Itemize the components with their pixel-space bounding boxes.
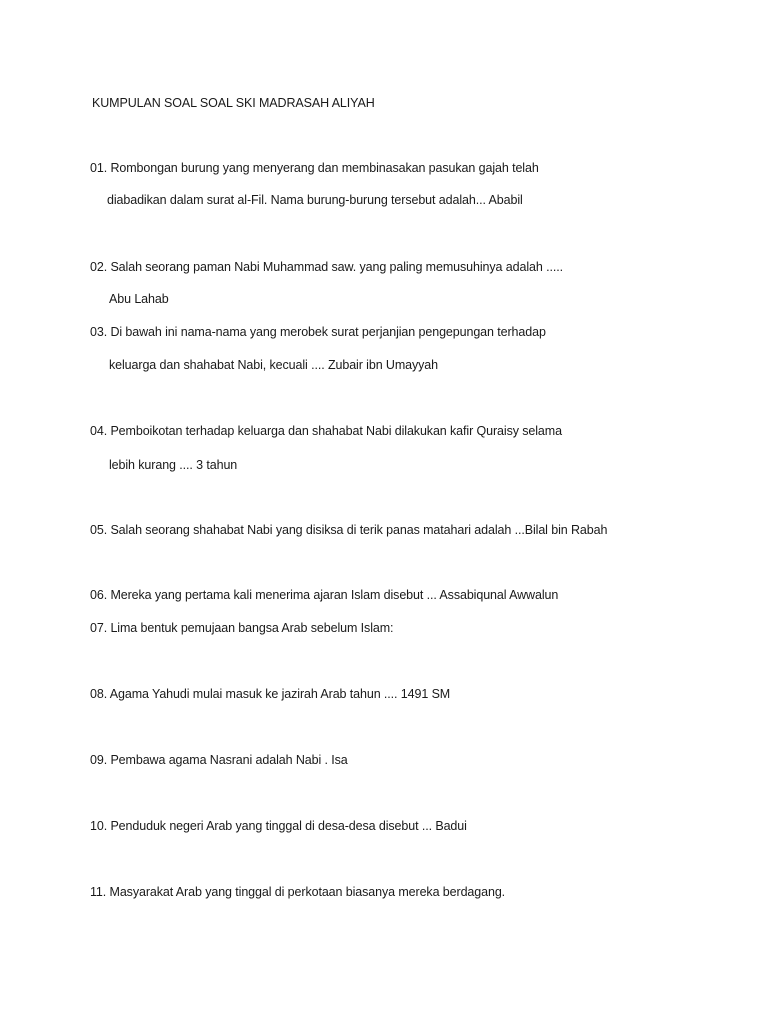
question-01-line1: 01. Rombongan burung yang menyerang dan membinasakan pasukan gajah telah — [90, 161, 539, 175]
question-09-line1: 09. Pembawa agama Nasrani adalah Nabi . Isa — [90, 753, 348, 767]
question-10-line1: 10. Penduduk negeri Arab yang tinggal di desa-desa disebut ... Badui — [90, 819, 467, 833]
question-06-line1: 06. Mereka yang pertama kali menerima ajaran Islam disebut ... Assabiqunal Awwalun — [90, 588, 559, 602]
question-05-line1: 05. Salah seorang shahabat Nabi yang disiksa di terik panas matahari adalah ...Bilal bin Rabah — [90, 523, 608, 537]
question-04-line2: lebih kurang .... 3 tahun — [109, 458, 238, 472]
question-03-line1: 03. Di bawah ini nama-nama yang merobek surat perjanjian pengepungan terhadap — [90, 325, 546, 339]
question-03-line2: keluarga dan shahabat Nabi, kecuali .... Zubair ibn Umayyah — [109, 358, 439, 372]
document-title: KUMPULAN SOAL SOAL SKI MADRASAH ALIYAH — [92, 96, 375, 110]
question-02-line2: Abu Lahab — [109, 292, 169, 306]
question-02-line1: 02. Salah seorang paman Nabi Muhammad saw. yang paling memusuhinya adalah ..... — [90, 260, 563, 274]
question-08-line1: 08. Agama Yahudi mulai masuk ke jazirah Arab tahun .... 1491 SM — [90, 687, 451, 701]
question-11-line1: 11. Masyarakat Arab yang tinggal di perkotaan biasanya mereka berdagang. — [90, 885, 506, 899]
question-01-line2: diabadikan dalam surat al-Fil. Nama burung-burung tersebut adalah... Ababil — [107, 193, 523, 207]
question-07-line1: 07. Lima bentuk pemujaan bangsa Arab sebelum Islam: — [90, 621, 394, 635]
question-04-line1: 04. Pemboikotan terhadap keluarga dan shahabat Nabi dilakukan kafir Quraisy selama — [90, 424, 562, 438]
